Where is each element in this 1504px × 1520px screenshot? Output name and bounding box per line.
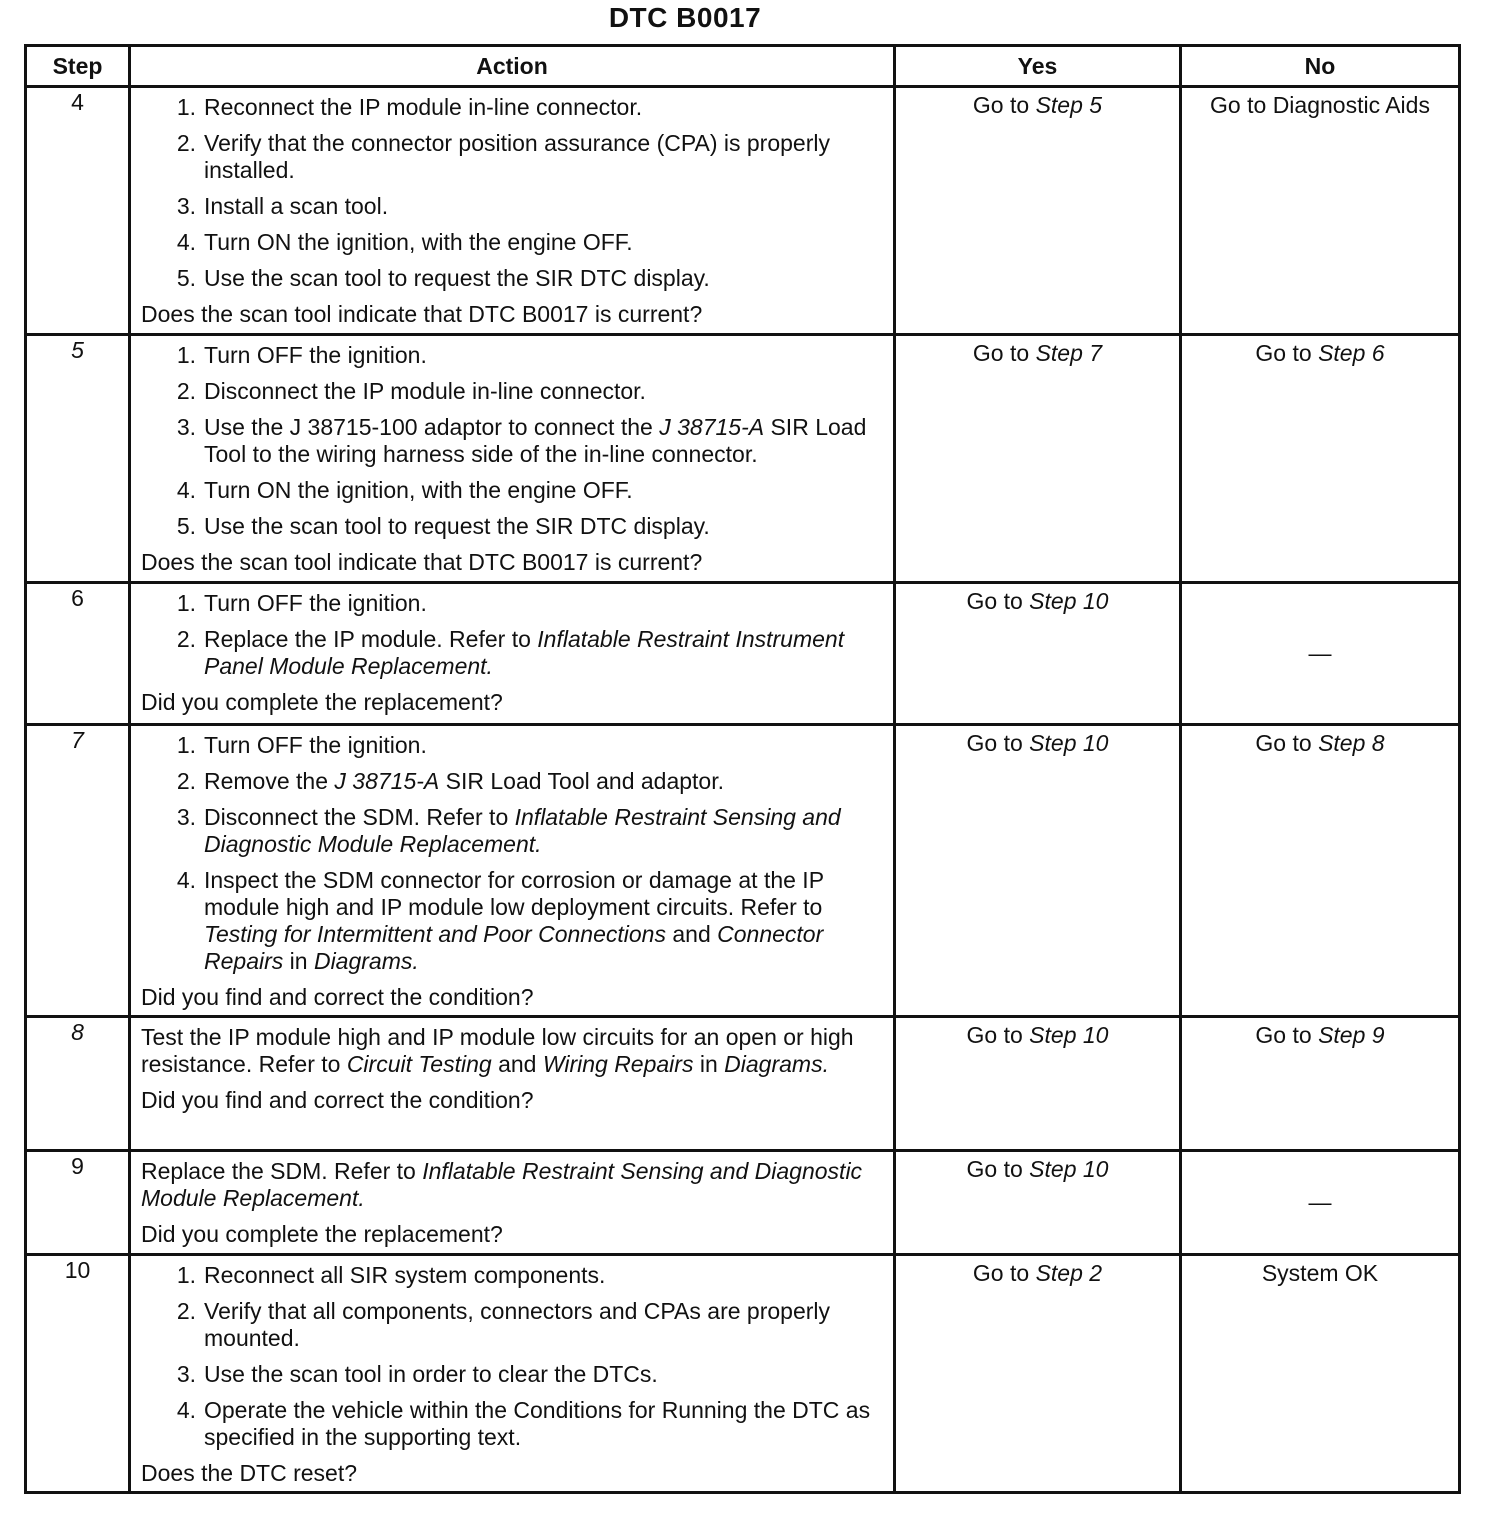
list-item: 3. Use the scan tool in order to clear the DTCs. <box>176 1361 658 1387</box>
dash-mark: — <box>1308 1188 1332 1215</box>
question-text: Does the scan tool indicate that DTC B0017 is current? <box>141 301 703 327</box>
table-row <box>26 1255 1460 1493</box>
list-item: 3. Install a scan tool. <box>176 193 389 219</box>
step-link[interactable]: Step 8 <box>1318 730 1385 756</box>
action-cell <box>130 583 895 725</box>
action-cell <box>130 1255 895 1493</box>
header-no: No <box>1181 46 1460 87</box>
yes-cell: Go to Step 10 <box>895 1017 1181 1151</box>
no-cell: Go to Step 6 <box>1181 335 1460 583</box>
no-cell <box>1181 1151 1460 1255</box>
list-item: 4. Inspect the SDM connector for corrosion or damage at the IP module high and IP module low deployment circuits. Refer to Testing for Intermittent and Poor Connections and Connector Repairs in Diagrams. <box>176 867 824 974</box>
list-item: 4. Operate the vehicle within the Conditions for Running the DTC as specified in the supporting text. <box>176 1397 871 1450</box>
action-cell <box>130 1017 895 1151</box>
list-item: 2. Disconnect the IP module in-line connector. <box>176 378 646 404</box>
step-link[interactable]: Step 10 <box>1029 730 1109 756</box>
step-number: 6 <box>26 583 130 725</box>
step-link[interactable]: Step 5 <box>1035 92 1103 118</box>
status-text: System OK <box>1261 1260 1379 1286</box>
action-list <box>141 1262 883 1451</box>
table-row <box>26 725 1460 1017</box>
question-text: Did you complete the replacement? <box>141 1221 503 1247</box>
list-item: 4. Turn ON the ignition, with the engine OFF. <box>176 477 633 503</box>
step-link[interactable]: Step 9 <box>1318 1022 1385 1048</box>
step-link[interactable]: Step 6 <box>1318 340 1385 366</box>
step-link[interactable]: Step 10 <box>1029 1156 1109 1182</box>
step-number: 10 <box>26 1255 130 1493</box>
yes-cell: Go to Step 2 <box>895 1255 1181 1493</box>
list-item: 2. Verify that the connector position assurance (CPA) is properly installed. <box>176 130 830 183</box>
dash-mark: — <box>1308 639 1332 666</box>
action-list <box>141 732 883 975</box>
no-cell: Go to Step 9 <box>1181 1017 1460 1151</box>
yes-cell: Go to Step 7 <box>895 335 1181 583</box>
header-action: Action <box>130 46 895 87</box>
step-number: 5 <box>26 335 130 583</box>
question-text: Does the scan tool indicate that DTC B0017 is current? <box>141 549 703 575</box>
yes-cell: Go to Step 5 <box>895 87 1181 335</box>
action-text: Replace the SDM. Refer to Inflatable Restraint Sensing and Diagnostic Module Replacement. <box>141 1158 863 1211</box>
step-number: 8 <box>26 1017 130 1151</box>
step-number: 7 <box>26 725 130 1017</box>
yes-cell: Go to Step 10 <box>895 1151 1181 1255</box>
diagnostic-table <box>24 44 1461 1494</box>
step-link[interactable]: Go to Diagnostic Aids <box>1210 92 1430 118</box>
question-text: Does the DTC reset? <box>141 1460 358 1486</box>
no-cell <box>1181 1255 1460 1493</box>
list-item: 5. Use the scan tool to request the SIR DTC display. <box>176 265 710 291</box>
action-list <box>141 590 883 680</box>
step-link[interactable]: Step 2 <box>1035 1260 1103 1286</box>
list-item: 1. Turn OFF the ignition. <box>176 732 427 758</box>
list-item: 2. Remove the J 38715-A SIR Load Tool and adaptor. <box>176 768 725 794</box>
list-item: 1. Reconnect all SIR system components. <box>176 1262 606 1288</box>
header-yes: Yes <box>895 46 1181 87</box>
list-item: 1. Turn OFF the ignition. <box>176 342 427 368</box>
question-text: Did you complete the replacement? <box>141 689 503 715</box>
yes-cell: Go to Step 10 <box>895 725 1181 1017</box>
yes-cell: Go to Step 10 <box>895 583 1181 725</box>
question-text: Did you find and correct the condition? <box>141 984 534 1010</box>
question-text: Did you find and correct the condition? <box>141 1087 534 1113</box>
action-cell <box>130 1151 895 1255</box>
list-item: 5. Use the scan tool to request the SIR DTC display. <box>176 513 710 539</box>
no-cell: Go to Step 8 <box>1181 725 1460 1017</box>
step-number: 9 <box>26 1151 130 1255</box>
action-cell <box>130 87 895 335</box>
no-cell <box>1181 583 1460 725</box>
list-item: 2. Replace the IP module. Refer to Inflatable Restraint Instrument Panel Module Replacement. <box>176 626 845 679</box>
no-cell <box>1181 87 1460 335</box>
action-list <box>141 342 883 540</box>
table-row <box>26 335 1460 583</box>
list-item: 3. Use the J 38715-100 adaptor to connect the J 38715-A SIR Load Tool to the wiring harness side of the in-line connector. <box>176 414 867 467</box>
list-item: 4. Turn ON the ignition, with the engine OFF. <box>176 229 633 255</box>
step-link[interactable]: Step 10 <box>1029 588 1109 614</box>
action-cell <box>130 725 895 1017</box>
action-list <box>141 94 883 292</box>
table-row <box>26 87 1460 335</box>
list-item: 3. Disconnect the SDM. Refer to Inflatable Restraint Sensing and Diagnostic Module Replacement. <box>176 804 841 857</box>
page-title: DTC B0017 <box>608 2 762 33</box>
list-item: 2. Verify that all components, connectors and CPAs are properly mounted. <box>176 1298 831 1351</box>
step-link[interactable]: Step 10 <box>1029 1022 1109 1048</box>
list-item: 1. Reconnect the IP module in-line connector. <box>176 94 643 120</box>
header-step: Step <box>26 46 130 87</box>
action-text: Test the IP module high and IP module low circuits for an open or high resistance. Refer to Circuit Testing and Wiring Repairs in Diagrams. <box>141 1024 854 1077</box>
step-number: 4 <box>26 87 130 335</box>
table-row <box>26 1017 1460 1151</box>
table-row <box>26 583 1460 725</box>
action-cell <box>130 335 895 583</box>
list-item: 1. Turn OFF the ignition. <box>176 590 427 616</box>
table-header-row <box>26 46 1460 87</box>
table-row <box>26 1151 1460 1255</box>
step-link[interactable]: Step 7 <box>1035 340 1103 366</box>
